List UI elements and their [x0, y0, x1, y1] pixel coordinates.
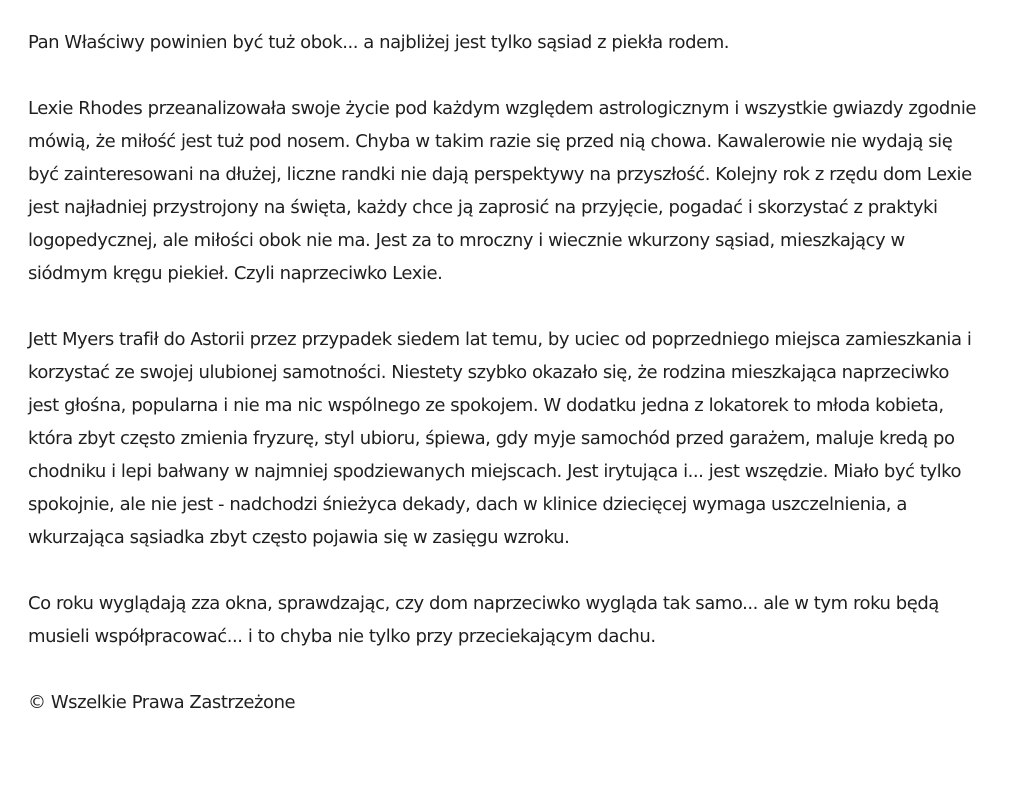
copyright-notice: © Wszelkie Prawa Zastrzeżone: [28, 692, 296, 713]
description-paragraph-1: Lexie Rhodes przeanalizowała swoje życie pod każdym względem astrologicznym i wszystkie gwiazdy zgodnie mówią, że miłość jest tuż pod nosem. Chyba w takim razie się przed nią chowa. Kawalerowie nie wydają się być zainteresowani na dłużej, liczne randki nie dają perspektywy na przyszłość. Kolejny rok z rzędu dom Lexie jest najładniej przystrojony na święta, każdy chce ją zaprosić na przyjęcie, pogadać i skorzystać z praktyki logopedycznej, ale miłości obok nie ma. Jest za to mroczny i wiecznie wkurzony sąsiad, mieszkający w siódmym kręgu piekieł. Czyli naprzeciwko Lexie.: [28, 98, 977, 284]
tagline: Pan Właściwy powinien być tuż obok... a najbliżej jest tylko sąsiad z piekła rodem.: [28, 32, 730, 53]
description-paragraph-3: Co roku wyglądają zza okna, sprawdzając, czy dom naprzeciwko wygląda tak samo... ale w tym roku będą musieli współpracować... i to chyba nie tylko przy przeciekającym dachu.: [28, 593, 939, 647]
description-paragraph-2: Jett Myers trafił do Astorii przez przypadek siedem lat temu, by uciec od poprzedniego miejsca zamieszkania i korzystać ze swojej ulubionej samotności. Niestety szybko okazało się, że rodzina mieszkająca naprzeciwko jest głośna, popularna i nie ma nic wspólnego ze spokojem. W dodatku jedna z lokatorek to młoda kobieta, która zbyt często zmienia fryzurę, styl ubioru, śpiewa, gdy myje samochód przed garażem, maluje kredą po chodniku i lepi bałwany w najmniej spodziewanych miejscach. Jest irytująca i... jest wszędzie. Miało być tylko spokojnie, ale nie jest - nadchodzi śnieżyca dekady, dach w klinice dziecięcej wymaga uszczelnienia, a wkurzająca sąsiadka zbyt często pojawia się w zasięgu wzroku.: [28, 329, 972, 548]
